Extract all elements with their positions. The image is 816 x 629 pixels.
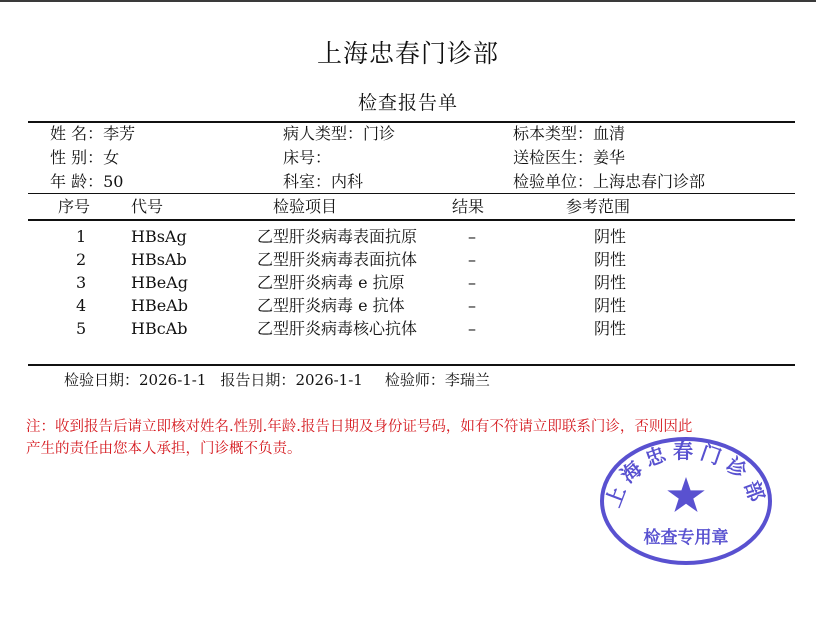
bed-row xyxy=(283,148,331,168)
table-row-result: – xyxy=(468,273,476,292)
sample-type: 血清 xyxy=(593,124,626,143)
sample-type-label: 标本类型： xyxy=(513,124,594,143)
col-header-result: 结果 xyxy=(452,197,485,216)
patient-type-label: 病人类型： xyxy=(283,124,364,143)
table-row-no: 4 xyxy=(76,296,87,315)
age-label: 年 龄： xyxy=(50,172,104,191)
table-row-range: 阴性 xyxy=(594,319,627,338)
tester-label: 检验师： xyxy=(384,371,445,389)
table-row-code: HBcAb xyxy=(131,319,188,338)
patient-gender: 女 xyxy=(103,148,120,167)
report-footer xyxy=(64,370,490,390)
patient-age-row xyxy=(50,172,123,192)
table-row-code: HBsAb xyxy=(131,250,187,269)
table-row-result: – xyxy=(468,250,476,269)
top-border-line xyxy=(0,0,816,2)
table-row-code: HBeAb xyxy=(131,296,188,315)
table-row-range: 阴性 xyxy=(594,296,627,315)
seal-ring-text: 上海忠春门诊部 xyxy=(600,439,772,511)
table-row-result: – xyxy=(468,227,476,246)
table-row-no: 5 xyxy=(76,319,87,338)
table-row-range: 阴性 xyxy=(594,250,627,269)
report-title: 检查报告单 xyxy=(357,92,458,114)
doctor-row xyxy=(513,148,625,168)
name-label: 姓 名： xyxy=(50,124,104,143)
patient-type-row xyxy=(283,124,395,144)
col-header-no: 序号 xyxy=(58,197,91,216)
patient-name-row xyxy=(50,124,135,144)
notice-line-2: 产生的责任由您本人承担，门诊概不负责。 xyxy=(26,441,302,457)
gender-label: 性 别： xyxy=(50,148,104,167)
table-row-code: HBeAg xyxy=(131,273,188,292)
report-date: 2026-1-1 xyxy=(295,371,363,389)
official-seal-stamp xyxy=(598,433,774,565)
patient-name: 李芳 xyxy=(103,124,136,143)
table-row-item: 乙型肝炎病毒表面抗原 xyxy=(257,227,418,246)
col-header-item: 检验项目 xyxy=(273,197,338,216)
lab-name: 上海忠春门诊部 xyxy=(593,172,706,191)
report-date-label: 报告日期： xyxy=(220,371,296,389)
test-date-label: 检验日期： xyxy=(64,371,140,389)
patient-gender-row xyxy=(50,148,119,168)
table-row-code: HBsAg xyxy=(131,227,187,246)
tester-name: 李瑞兰 xyxy=(444,371,490,389)
table-header-bottom-rule xyxy=(28,219,795,221)
clinic-name: 上海忠春门诊部 xyxy=(316,39,499,68)
dept: 内科 xyxy=(331,172,364,191)
patient-age: 50 xyxy=(103,172,124,191)
dept-label: 科室： xyxy=(283,172,332,191)
lab-label: 检验单位： xyxy=(513,172,594,191)
patient-info-top-rule xyxy=(28,121,795,123)
table-row-item: 乙型肝炎病毒表面抗体 xyxy=(257,250,418,269)
sample-type-row xyxy=(513,124,625,144)
table-header-top-rule xyxy=(28,193,795,194)
lab-row xyxy=(513,172,705,192)
doctor-name: 姜华 xyxy=(593,148,626,167)
table-row-item: 乙型肝炎病毒 e 抗原 xyxy=(257,273,405,292)
table-row-item: 乙型肝炎病毒 e 抗体 xyxy=(257,296,405,315)
seal-star-icon xyxy=(667,477,704,512)
table-row-range: 阴性 xyxy=(594,227,627,246)
table-row-range: 阴性 xyxy=(594,273,627,292)
doctor-label: 送检医生： xyxy=(513,148,594,167)
table-row-no: 1 xyxy=(76,227,87,246)
table-row-no: 2 xyxy=(76,250,87,269)
table-row-no: 3 xyxy=(76,273,87,292)
patient-type: 门诊 xyxy=(363,124,396,143)
notice-line-1: 注：收到报告后请立即核对姓名.性别.年龄.报告日期及身份证号码，如有不符请立即联系门诊，否则因此 xyxy=(26,419,693,435)
table-row-item: 乙型肝炎病毒核心抗体 xyxy=(257,319,418,338)
table-row-result: – xyxy=(468,296,476,315)
table-row-result: – xyxy=(468,319,476,338)
seal-bottom-text: 检查专用章 xyxy=(643,528,729,548)
test-date: 2026-1-1 xyxy=(139,371,207,389)
table-bottom-rule xyxy=(28,364,795,366)
dept-row xyxy=(283,172,363,192)
col-header-range: 参考范围 xyxy=(566,197,631,216)
bed-label: 床号： xyxy=(283,148,332,167)
col-header-code: 代号 xyxy=(131,197,164,216)
